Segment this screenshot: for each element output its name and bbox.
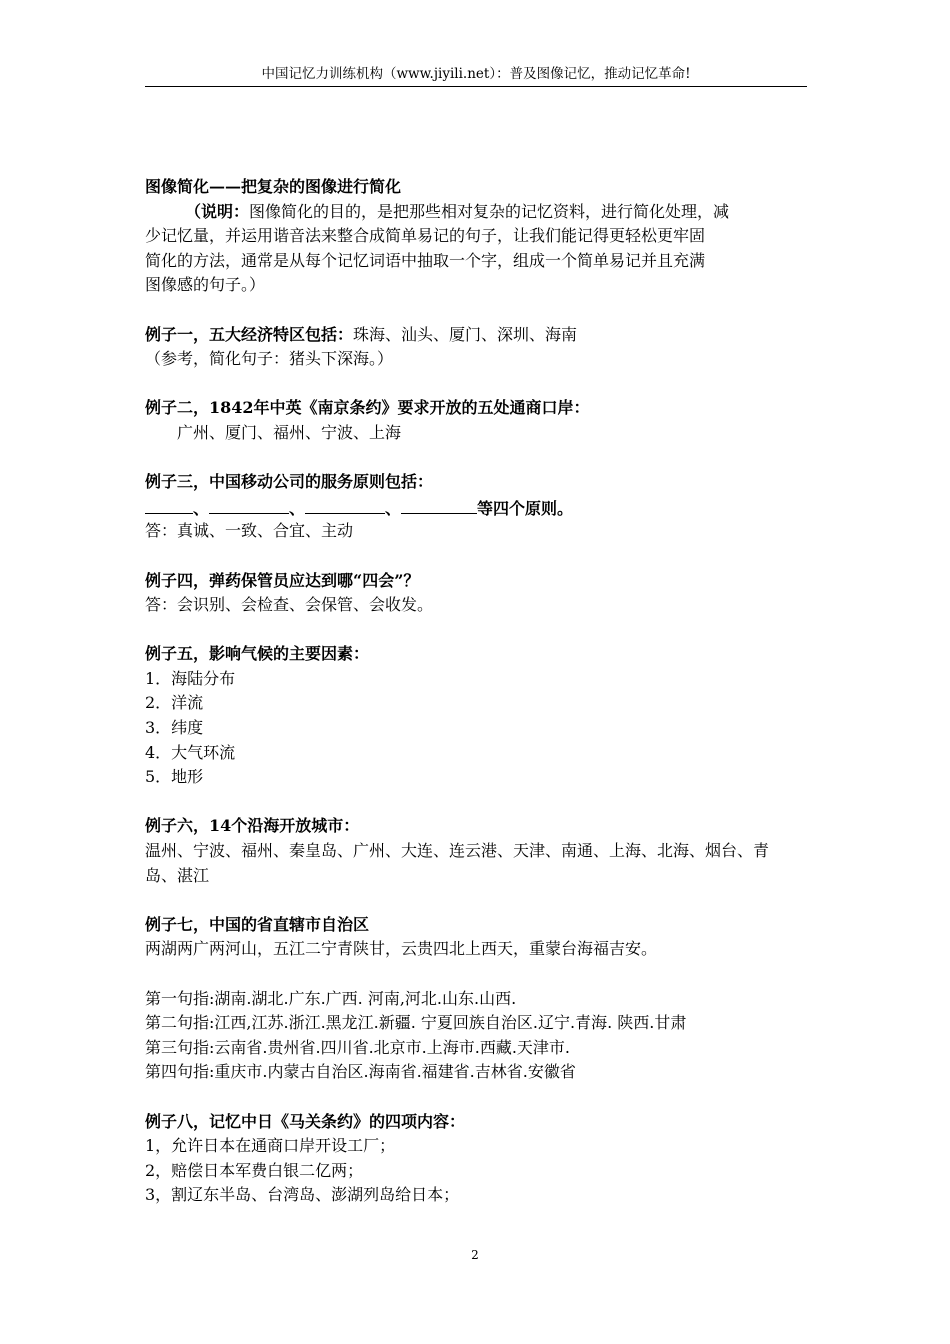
example-7-title: 例子七，中国的省直辖市自治区	[145, 914, 370, 934]
spacer	[145, 544, 813, 569]
example-6-title: 例子六，14个沿海开放城市：	[145, 816, 360, 836]
note-label: （说明：	[185, 201, 250, 221]
blank-1	[145, 495, 193, 514]
example-5-item: 5．地形	[145, 767, 204, 787]
example-3-title: 例子三，中国移动公司的服务原则包括：	[145, 472, 434, 492]
example-6-cities-line-2: 岛、湛江	[145, 865, 210, 885]
blank-2	[209, 495, 289, 514]
example-3-answer: 答：真诚、一致、合宜、主动	[145, 521, 354, 541]
blank-separator: 、	[289, 498, 306, 518]
blanks-tail: 等四个原则。	[477, 498, 574, 518]
example-7-mnemonic: 两湖两广两河山，五江二宁青陕甘，云贵四北上西天，重蒙台海福吉安。	[145, 939, 658, 959]
blank-separator: 、	[385, 498, 402, 518]
example-5-title: 例子五，影响气候的主要因素：	[145, 644, 370, 664]
document-body	[145, 175, 813, 1208]
example-1-items: 珠海、汕头、厦门、深圳、海南	[353, 324, 578, 344]
intro-note-line-3: 简化的方法，通常是从每个记忆词语中抽取一个字，组成一个简单易记并且充满	[145, 250, 706, 270]
example-8-item: 3，割辽东半岛、台湾岛、澎湖列岛给日本；	[145, 1185, 460, 1205]
intro-note-line-4: 图像感的句子。）	[145, 275, 266, 295]
example-7-explanation: 第一句指:湖南.湖北.广东.广西. 河南,河北.山东.山西.	[145, 988, 517, 1008]
intro-note-line-1	[145, 200, 813, 225]
example-7-explanation: 第二句指:江西,江苏.浙江.黑龙江.新疆. 宁夏回族自治区.辽宁.青海. 陕西.甘肃	[145, 1013, 687, 1033]
example-1-hint: （参考，简化句子：猪头下深海。）	[145, 349, 394, 369]
example-4-answer: 答：会识别、会检查、会保管、会收发。	[145, 595, 434, 615]
spacer	[145, 618, 813, 643]
example-3-blanks	[145, 495, 813, 520]
example-2-title: 例子二，1842年中英《南京条约》要求开放的五处通商口岸：	[145, 398, 590, 418]
blank-separator: 、	[193, 498, 210, 518]
spacer	[145, 962, 813, 987]
intro-title: 图像简化——把复杂的图像进行简化	[145, 177, 402, 196]
example-5-item: 2．洋流	[145, 693, 204, 713]
page-number: 2	[471, 1248, 479, 1262]
example-4-title: 例子四，弹药保管员应达到哪“四会”？	[145, 570, 420, 590]
example-1-title: 例子一，五大经济特区包括：	[145, 324, 354, 344]
example-8-item: 2，赔偿日本军费白银二亿两；	[145, 1160, 364, 1180]
example-2-items: 广州、厦门、福州、宁波、上海	[177, 422, 402, 442]
example-5-item: 4．大气环流	[145, 742, 236, 762]
example-6-cities-line-1: 温州、宁波、福州、秦皇岛、广州、大连、连云港、天津、南通、上海、北海、烟台、青	[145, 841, 770, 861]
spacer	[145, 1085, 813, 1110]
header-rule	[145, 86, 807, 87]
intro-note-line-2: 少记忆量，并运用谐音法来整合成简单易记的句子，让我们能记得更轻松更牢固	[145, 226, 706, 246]
blank-4	[401, 495, 477, 514]
example-5-item: 3．纬度	[145, 718, 204, 738]
example-1-heading	[145, 323, 813, 348]
note-text-1: 图像简化的目的，是把那些相对复杂的记忆资料，进行简化处理，减	[249, 201, 730, 221]
example-7-explanation: 第三句指:云南省.贵州省.四川省.北京市.上海市.西藏.天津市.	[145, 1037, 570, 1057]
example-8-item: 1，允许日本在通商口岸开设工厂；	[145, 1136, 396, 1156]
spacer	[145, 888, 813, 913]
spacer	[145, 298, 813, 323]
spacer	[145, 790, 813, 815]
spacer	[145, 372, 813, 397]
example-5-item: 1．海陆分布	[145, 668, 236, 688]
spacer	[145, 446, 813, 471]
blank-3	[305, 495, 385, 514]
example-7-explanation: 第四句指:重庆市.内蒙古自治区.海南省.福建省.吉林省.安徽省	[145, 1062, 576, 1082]
example-8-title: 例子八，记忆中日《马关条约》的四项内容：	[145, 1111, 466, 1131]
page-header: 中国记忆力训练机构（www.jiyili.net）：普及图像记忆，推动记忆革命!	[261, 66, 691, 82]
